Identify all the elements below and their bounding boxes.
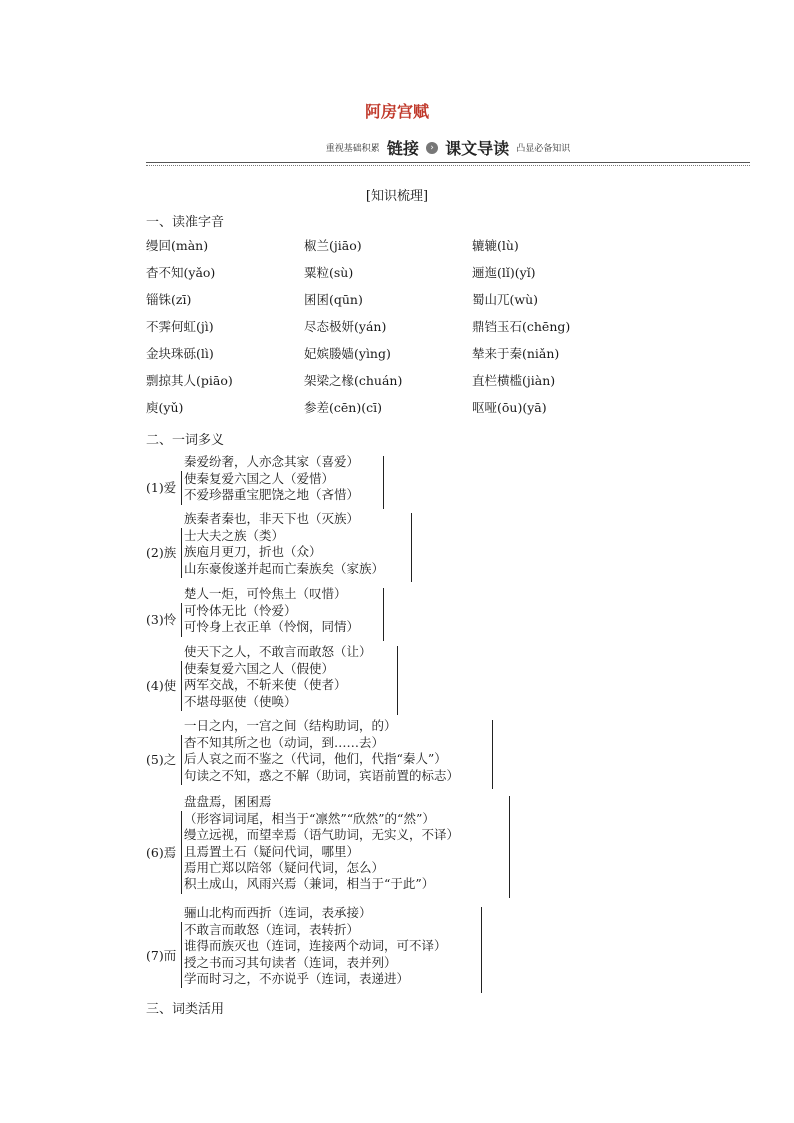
heading-pronunciation: 一、读准字音 <box>146 215 225 230</box>
polysemy-label: (7)而 <box>146 947 177 963</box>
pronunciation-item: 椒兰(jiāo) <box>304 238 362 253</box>
polysemy-item: 士大夫之族（类） <box>184 528 285 543</box>
polysemy-item: 不敢言而敢怒（连词，表转折） <box>184 922 360 937</box>
polysemy-item: 可怜体无比（怜爱） <box>184 603 297 618</box>
pronunciation-item: 鼎铛玉石(chēng) <box>472 319 571 334</box>
heading-word-class: 三、词类活用 <box>146 1002 225 1017</box>
pronunciation-item: 呕哑(ōu)(yā) <box>472 400 547 415</box>
right-brace <box>411 513 412 582</box>
polysemy-item: 不爱珍器重宝肥饶之地（吝惜） <box>184 487 360 503</box>
polysemy-item: 杳不知其所之也（动词，到……去） <box>184 735 385 750</box>
polysemy-first-line: 秦爱纷奢，人亦念其家（喜爱） <box>184 454 360 469</box>
left-brace <box>181 922 182 988</box>
pronunciation-item: 金块珠砾(lì) <box>146 346 214 361</box>
polysemy-item: 学而时习之，不亦说乎（连词，表递进） <box>184 970 410 986</box>
pronunciation-item: 逦迤(lǐ)(yǐ) <box>472 265 536 280</box>
left-brace <box>181 661 182 711</box>
polysemy-label: (3)怜 <box>146 612 177 628</box>
polysemy-item: 后人哀之而不鉴之（代词，他们，代指“秦人”） <box>184 751 447 767</box>
polysemy-item: 且焉置土石（疑问代词，哪里） <box>184 843 360 859</box>
polysemy-label: (4)使 <box>146 678 177 694</box>
left-brace <box>181 735 182 785</box>
pronunciation-item: 缦回(màn) <box>146 238 209 253</box>
pronunciation-item: 直栏横槛(jiàn) <box>472 373 556 388</box>
chevron-right-icon: › <box>426 142 438 154</box>
polysemy-label: (5)之 <box>146 752 177 768</box>
right-brace <box>509 796 510 898</box>
right-brace <box>481 907 482 993</box>
polysemy-first-line: 使天下之人，不敢言而敢怒（让） <box>184 644 372 659</box>
pronunciation-item: 粟粒(sù) <box>304 265 354 280</box>
banner-right-title: 课文导读 <box>445 139 510 158</box>
polysemy-item: 族庖月更刀，折也（众） <box>184 544 322 560</box>
polysemy-item: 两军交战，不斩来使（使者） <box>184 677 347 693</box>
polysemy-item: 山东豪俊遂并起而亡秦族矣（家族） <box>184 560 385 576</box>
pronunciation-item: 架梁之椽(chuán) <box>304 373 403 388</box>
polysemy-label: (2)族 <box>146 545 177 561</box>
polysemy-item: 授之书而习其句读者（连词，表并列） <box>184 954 397 970</box>
polysemy-first-line: 骊山北构而西折（连词，表承接） <box>184 905 372 920</box>
pronunciation-item: 剽掠其人(piāo) <box>146 373 233 388</box>
pronunciation-item: 妃嫔媵嫱(yìng) <box>304 346 391 361</box>
polysemy-item: 句读之不知，惑之不解（助词，宾语前置的标志） <box>184 767 460 783</box>
left-brace <box>181 811 182 894</box>
pronunciation-item: 不霁何虹(jì) <box>146 319 214 334</box>
polysemy-first-line: 族秦者秦也，非天下也（灭族） <box>184 511 360 526</box>
pronunciation-grid <box>146 237 726 417</box>
polysemy-first-line: 一日之内，一宫之间（结构助词，的） <box>184 718 397 733</box>
right-brace <box>383 588 384 641</box>
polysemy-first-line: 盘盘焉，囷囷焉 <box>184 794 272 809</box>
right-brace <box>492 720 493 789</box>
left-brace <box>181 528 182 578</box>
polysemy-label: (6)焉 <box>146 844 177 860</box>
page-title: 阿房宫赋 <box>364 102 429 121</box>
polysemy-label: (1)爱 <box>146 480 177 496</box>
pronunciation-item: 庾(yǔ) <box>146 400 184 415</box>
polysemy-item: 不堪母驱使（使唤） <box>184 693 297 709</box>
polysemy-item: 缦立远视，而望幸焉（语气助词，无实义，不译） <box>184 827 460 843</box>
right-brace <box>383 456 384 509</box>
polysemy-item: （形容词词尾，相当于“凛然”“欣然”的“然”） <box>184 811 435 826</box>
pronunciation-item: 辘辘(lù) <box>472 238 519 253</box>
pronunciation-item: 参差(cēn)(cī) <box>304 400 382 415</box>
banner-right-caption: 凸显必备知识 <box>516 144 571 154</box>
pronunciation-item: 尽态极妍(yán) <box>304 319 387 334</box>
section-banner <box>146 136 750 163</box>
heading-polysemy: 二、一词多义 <box>146 433 225 448</box>
pronunciation-item: 杳不知(yǎo) <box>146 265 216 280</box>
polysemy-item: 谁得而族灭也（连词，连接两个动词，可不译） <box>184 938 447 954</box>
banner-left-title: 链接 <box>386 139 419 158</box>
polysemy-first-line: 楚人一炬，可怜焦土（叹惜） <box>184 586 347 601</box>
pronunciation-item: 锱铢(zī) <box>146 292 192 307</box>
polysemy-item: 使秦复爱六国之人（假使） <box>184 661 335 676</box>
banner-left-caption: 重视基础积累 <box>325 144 380 154</box>
left-brace <box>181 603 182 637</box>
polysemy-item: 积土成山，风雨兴焉（兼词，相当于“于此”） <box>184 876 435 892</box>
pronunciation-item: 蜀山兀(wù) <box>472 292 539 307</box>
polysemy-item: 使秦复爱六国之人（爱惜） <box>184 471 335 486</box>
left-brace <box>181 471 182 505</box>
section-label: [知识梳理] <box>365 189 429 204</box>
pronunciation-item: 辇来于秦(niǎn) <box>472 346 560 361</box>
right-brace <box>397 646 398 715</box>
polysemy-item: 焉用亡郑以陪邻（疑问代词，怎么） <box>184 859 385 875</box>
polysemy-item: 可怜身上衣正单（怜悯，同情） <box>184 619 360 635</box>
pronunciation-item: 囷囷(qūn) <box>304 292 363 307</box>
